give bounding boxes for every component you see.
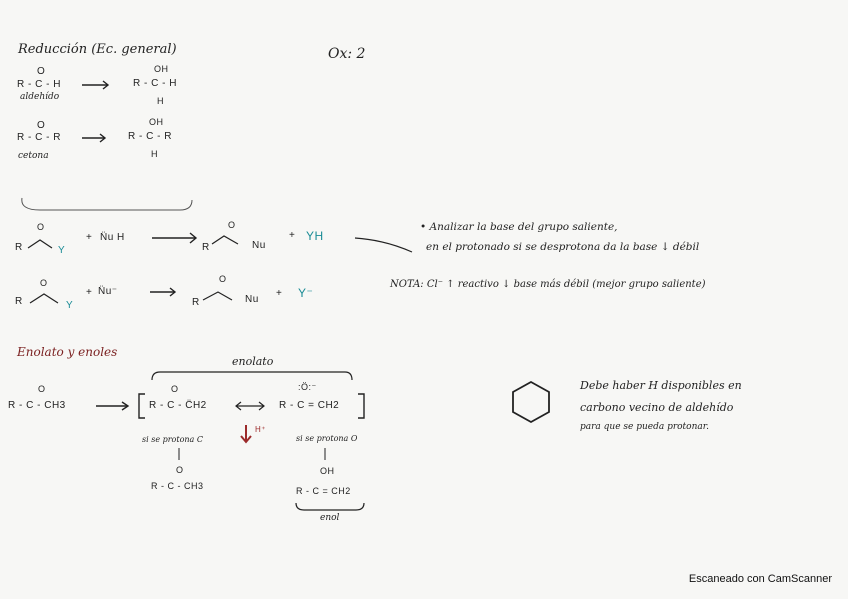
product-o-formula: R - C = CH2	[296, 486, 351, 496]
section-divider	[22, 198, 192, 210]
r2-product-y: Y⁻	[298, 286, 314, 300]
r1-y: Y	[58, 245, 66, 256]
aldehyde-product: R - C - H	[133, 78, 177, 89]
nota-reactivity: NOTA: Cl⁻ ↑ reactivo ↓ base más débil (mejor grupo saliente)	[390, 279, 706, 290]
r1-product-r: R	[202, 242, 210, 253]
r2-o: O	[40, 278, 48, 288]
r1-product-plus: +	[289, 230, 296, 241]
scanner-watermark: Escaneado con CamScanner	[688, 573, 832, 585]
resonance-1: R - C - C̈H2	[149, 400, 207, 411]
enolates-title: Enolato y enoles	[17, 345, 118, 359]
r1-plus: +	[86, 232, 93, 243]
ketone-label: cetona	[18, 151, 49, 161]
resonance-2-o: :Ö:⁻	[298, 382, 317, 392]
protonate-c-label: si se protona C	[142, 435, 203, 444]
enolate-brace	[152, 372, 352, 380]
r1-o: O	[37, 222, 45, 232]
bond-r2-prod	[203, 292, 232, 300]
note-leaving-group-1: • Analizar la base del grupo saliente,	[420, 221, 618, 233]
ketone-product-oh: OH	[149, 117, 164, 127]
ketone-product: R - C - R	[128, 131, 172, 142]
aldehyde-product-oh: OH	[154, 64, 169, 74]
bracket-right	[358, 394, 364, 418]
h-plus-label: H⁺	[255, 425, 266, 434]
aldehyde-o: O	[37, 66, 46, 77]
ketone-formula: R - C - R	[17, 132, 61, 143]
reduction-title: Reducción (Ec. general)	[18, 42, 177, 57]
protonate-o-label: si se protona O	[296, 434, 358, 443]
pointer-curve	[355, 238, 412, 252]
acetone-o: O	[38, 384, 46, 394]
product-o-oh: OH	[320, 466, 335, 476]
ketone-product-h: H	[151, 149, 158, 159]
r1-r: R	[15, 242, 23, 253]
r2-y: Y	[66, 300, 74, 311]
cyclohexane-ring	[513, 382, 549, 422]
ox-label: Ox: 2	[328, 46, 366, 62]
bracket-left	[139, 394, 145, 418]
hydrogen-note-3: para que se pueda protonar.	[580, 422, 709, 432]
enol-brace	[296, 503, 364, 510]
hydrogen-note-1: Debe haber H disponibles en	[580, 379, 742, 392]
aldehyde-formula: R - C - H	[17, 79, 61, 90]
ketone-o: O	[37, 120, 46, 131]
product-c-o: O	[176, 465, 184, 475]
r2-product-o: O	[219, 274, 227, 284]
enolate-label: enolato	[232, 355, 274, 368]
r1-product-o: O	[228, 220, 236, 230]
note-leaving-group-2: en el protonado si se desprotona da la base ↓ débil	[426, 241, 700, 253]
bond-r1-prod	[212, 236, 238, 244]
r2-plus: +	[86, 287, 93, 298]
bond-r2	[30, 294, 58, 303]
r2-nucleophile: N̈u⁻	[98, 286, 118, 297]
aldehyde-label: aldehído	[20, 92, 60, 102]
r1-product-yh: YH	[306, 229, 324, 243]
r2-product-nu: Nu	[245, 294, 259, 305]
r1-nucleophile: N̈u H	[100, 232, 125, 243]
bond-r1	[28, 240, 52, 248]
resonance-1-o: O	[171, 384, 179, 394]
r2-product-plus: +	[276, 288, 283, 299]
r2-r: R	[15, 296, 23, 307]
product-c-formula: R - C - CH3	[151, 481, 204, 491]
r1-product-nu: Nu	[252, 240, 266, 251]
aldehyde-product-h: H	[157, 96, 164, 106]
enol-label: enol	[320, 513, 340, 523]
hydrogen-note-2: carbono vecino de aldehído	[580, 401, 734, 414]
r2-product-r: R	[192, 297, 200, 308]
resonance-2: R - C = CH2	[279, 400, 340, 411]
acetone-formula: R - C - CH3	[8, 400, 66, 411]
